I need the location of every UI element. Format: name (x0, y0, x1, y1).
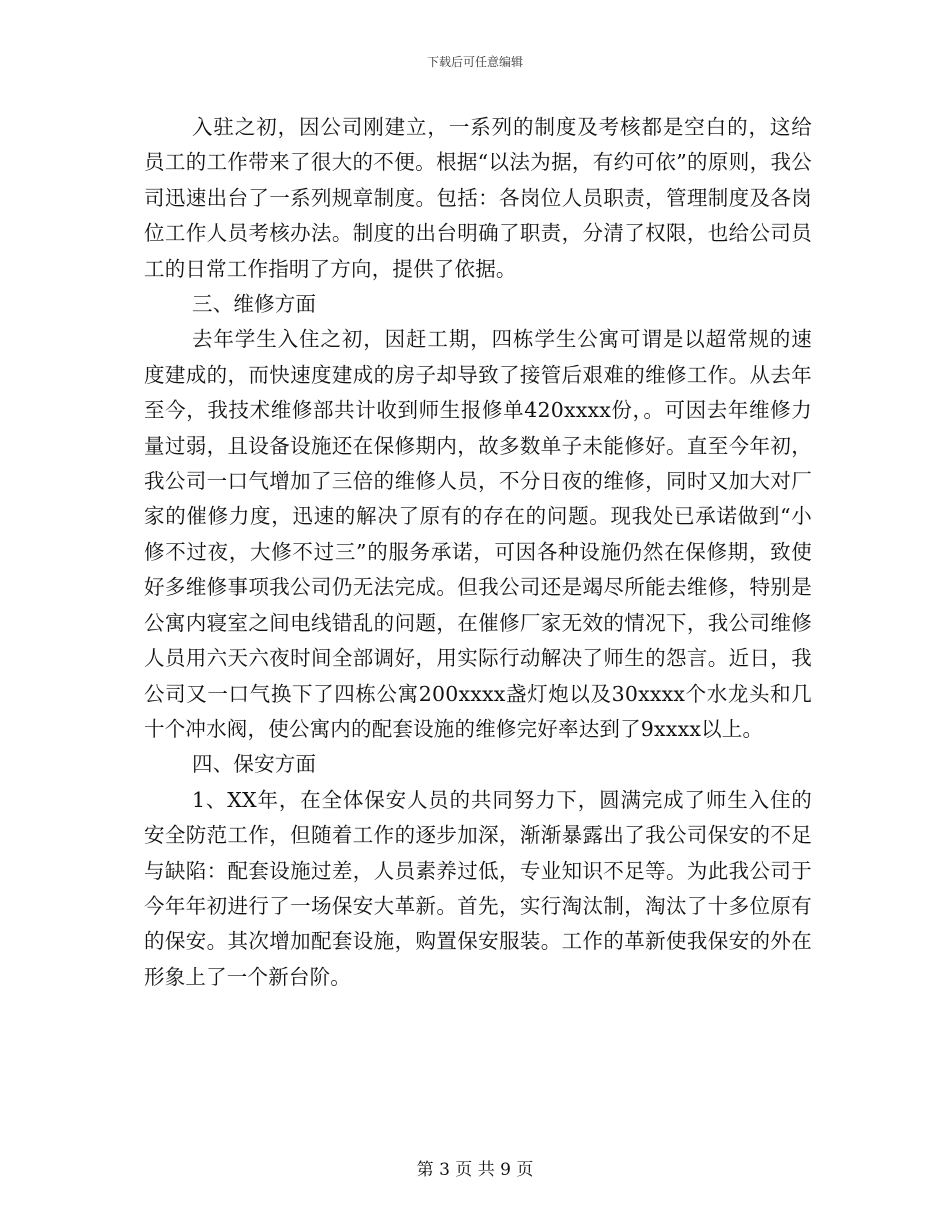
paragraph-security: 1、XX年，在全体保安人员的共同努力下，圆满完成了师生入住的安全防范工作，但随着工作的逐步加深，渐渐暴露出了我公司保安的不足与缺陷：配套设施过差，人员素养过低，专业知识不足等。为此我公司于今年年初进行了一场保安大革新。首先，实行淘汰制，淘汰了十多位原有的保安。其次增加配套设施，购置保安服装。工作的革新使我保安的外在形象上了一个新台阶。 (144, 787, 812, 989)
paragraph-regulations: 入驻之初，因公司刚建立，一系列的制度及考核都是空白的，这给员工的工作带来了很大的不便。根据“以法为据，有约可依”的原则，我公司迅速出台了一系列规章制度。包括：各岗位人员职责，管理制度及各岗位工作人员考核办法。制度的出台明确了职责，分清了权限，也给公司员工的日常工作指明了方向，提供了依据。 (144, 115, 812, 281)
document-body (144, 110, 812, 995)
header-note: 下载后可任意编辑 (426, 55, 523, 69)
section-heading-security: 四、保安方面 (192, 752, 317, 777)
section-heading-maintenance: 三、维修方面 (192, 292, 317, 317)
paragraph-maintenance: 去年学生入住之初，因赶工期，四栋学生公寓可谓是以超常规的速度建成的，而快速度建成的房子却导致了接管后艰难的维修工作。从去年至今，我技术维修部共计收到师生报修单420xxxx份，。可因去年维修力量过弱，且设备设施还在保修期内，故多数单子未能修好。直至今年初，我公司一口气增加了三倍的维修人员，不分日夜的维修，同时又加大对厂家的催修力度，迅速的解决了原有的存在的问题。现我处已承诺做到“小修不过夜，大修不过三”的服务承诺，可因各种设施仍然在保修期，致使好多维修事项我公司仍无法完成。但我公司还是竭尽所能去维修，特别是公寓内寝室之间电线错乱的问题，在催修厂家无效的情况下，我公司维修人员用六天六夜时间全部调好，用实际行动解决了师生的怨言。近日，我公司又一口气换下了四栋公寓200xxxx盏灯炮以及30xxxx个水龙头和几十个冲水阀，使公寓内的配套设施的维修完好率达到了9xxxx以上。 (144, 327, 812, 741)
page-number: 第 3 页 共 9 页 (416, 1160, 534, 1180)
